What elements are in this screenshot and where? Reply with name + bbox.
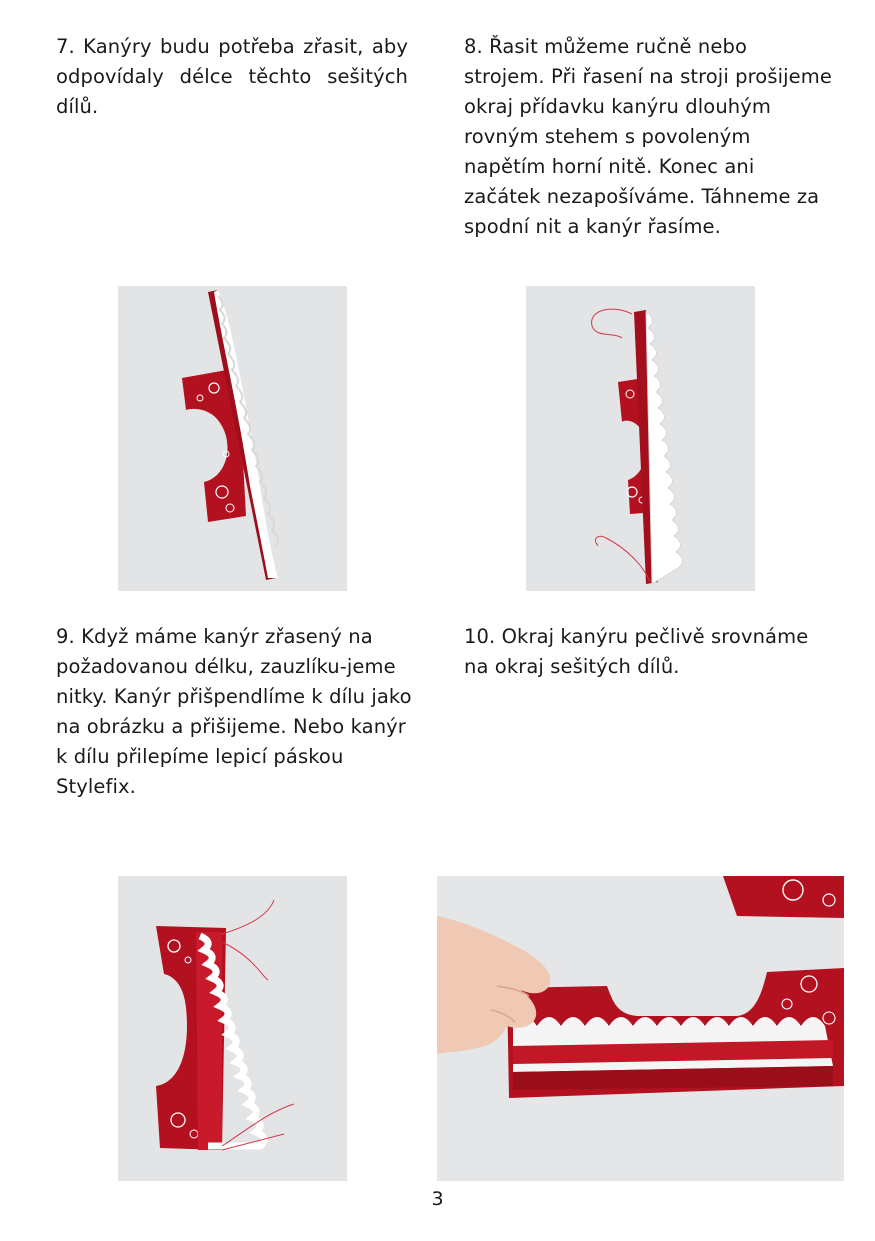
step-10-text: 10. Okraj kanýru pečlivě srovnáme na okraj sešitých dílů.: [464, 625, 809, 678]
photo-step-8-gathered-ruffle: [526, 286, 755, 591]
step-7-text: 7. Kanýry budu potřeba zřasit, aby odpovídaly délce těchto sešitých dílů.: [56, 35, 408, 118]
photo-step-7-fabric-and-ruffle: [118, 286, 347, 591]
photo-step-9-ruffle-pinned: [118, 876, 347, 1181]
page-number: 3: [431, 1188, 444, 1210]
photo-step-10-aligning-edge: [437, 876, 844, 1181]
step-8-text: 8. Řasit můžeme ručně nebo strojem. Při řasení na stroji prošijeme okraj přídavku kanýru dlouhým rovným stehem s povoleným napětím horní nitě. Konec ani začátek nezapošíváme. Táhneme za spodní nit a kanýr řasíme.: [464, 35, 832, 238]
step-9-text: 9. Když máme kanýr zřasený na požadovanou délku, zauzlíku-jeme nitky. Kanýr přišpendlíme k dílu jako na obrázku a přišijeme. Nebo kanýr k dílu přilepíme lepicí páskou Stylefix.: [56, 625, 412, 798]
